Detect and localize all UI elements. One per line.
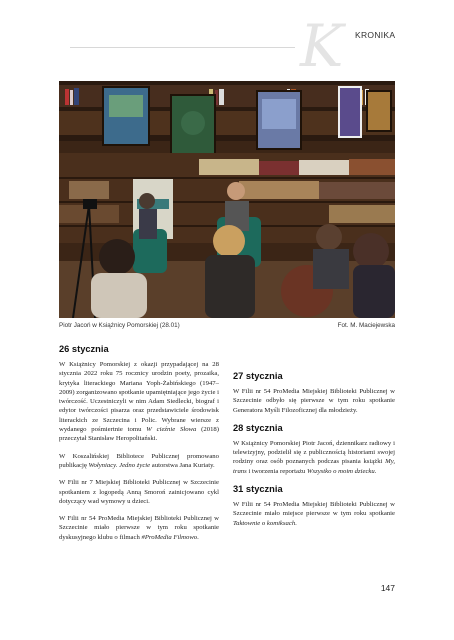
entry-date-heading: 28 stycznia bbox=[233, 422, 283, 433]
page-number: 147 bbox=[380, 583, 395, 593]
left-column bbox=[59, 336, 219, 550]
photo-credit: Fot. M. Maciejewska bbox=[337, 322, 395, 329]
k-ornament-letter: K bbox=[300, 14, 344, 74]
photo-caption: Piotr Jacoń w Książnicy Pomorskiej (28.01) bbox=[59, 322, 180, 329]
entry-date-heading: 31 stycznia bbox=[233, 484, 283, 495]
k-ornament-icon bbox=[294, 14, 354, 74]
entry-date-heading: 26 stycznia bbox=[59, 344, 109, 354]
entry-paragraph: W Filii nr 54 ProMedia Miejskiej Biblioteki Publicznej w Szczecinie odbyło się pierwsze w tym roku spotkanie Generatora Myśli Filozoficznej dla młodzieży. bbox=[233, 388, 395, 414]
entry-paragraph: W Książnicy Pomorskiej Piotr Jacoń, dziennikarz radiowy i telewizyjny, podzielił się z publicznością historiami swojej rodziny oraz osób poznanych podczas pisania książki My, trans i tworzenia reportażu Wszystko o moim dziecku. bbox=[233, 439, 395, 475]
right-column bbox=[233, 330, 395, 536]
entry-paragraph: W Filii nr 54 ProMedia Miejskiej Biblioteki Publicznej w Szczecinie miało miejsce pierwsze w tym roku spotkanie Taktownie o komiksach. bbox=[233, 501, 395, 527]
entry-paragraph: W Książnicy Pomorskiej z okazji przypadającej na 28 stycznia 2022 roku 75 rocznicy urodzin poety, prozaika, krytyka literackiego Mariana Yoph-Żabińskiego (1947–2009) zorganizowano spotkanie upamiętniające jego życie i twórczość. Uczestniczyli w nim Adam Siedlecki, biograf i edytor twórczości pisarza oraz przedstawiciele środowisk literackich ze Szczecina i Polic. Wybrane wiersze z wydanego pośmiertnie tomu W cieźnie Słowa (2018) przeczytał Stanisław Heropolitański. bbox=[59, 361, 219, 443]
event-photo bbox=[59, 81, 395, 318]
header-rule bbox=[70, 47, 295, 48]
entry-paragraph: W Filii nr 54 ProMedia Miejskiej Biblioteki Publicznej w Szczecinie miało pierwsze w tym roku spotkanie dyskusyjnego klubu o filmach #ProMedia Filmowo. bbox=[59, 515, 219, 541]
entry-paragraph: W Koszalińskiej Bibliotece Publicznej promowano publikację Wołyniacy. Jedno życie autorstwa Jana Kuriaty. bbox=[59, 452, 219, 469]
section-title: KRONIKA bbox=[355, 30, 396, 40]
entry-paragraph: W Filii nr 7 Miejskiej Biblioteki Publicznej w Szczecinie spotkaniem z logopedą Anną Smoroń zainicjowano cykl dotyczący wad wymowy u dzieci. bbox=[59, 479, 219, 505]
entry-date-heading: 27 stycznia bbox=[233, 371, 283, 381]
